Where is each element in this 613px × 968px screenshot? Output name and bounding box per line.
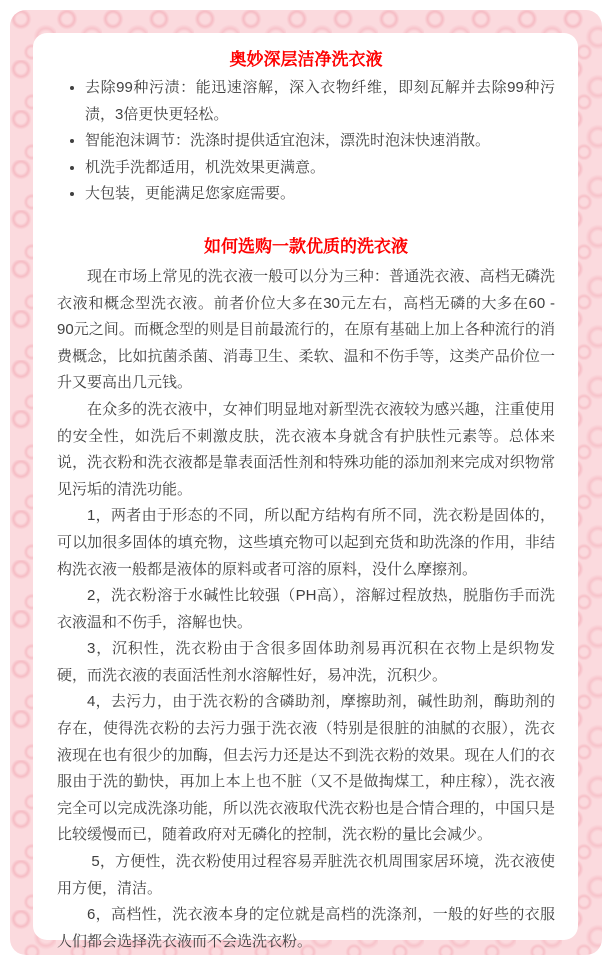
decorative-pink-frame	[10, 10, 602, 955]
product-title: 奥妙深层洁净洗衣液	[229, 50, 383, 69]
guide-paragraph: 2，洗衣粉溶于水碱性比较强（PH高），溶解过程放热，脱脂伤手而洗衣液温和不伤手，溶解也快。	[57, 587, 555, 631]
guide-paragraph: 6，高档性，洗衣液本身的定位就是高档的洗涤剂，一般的好些的衣服人们都会选择洗衣液而不会选洗衣粉。	[57, 906, 555, 950]
guide-paragraph: 1，两者由于形态的不同，所以配方结构有所不同，洗衣粉是固体的，可以加很多固体的填充物，这些填充物可以起到充货和助洗涤的作用，非结构洗衣液一般都是液体的原料或者可溶的原料，没什么摩擦剂。	[57, 507, 555, 578]
guide-paragraph: 4，去污力，由于洗衣粉的含磷助剂，摩擦助剂，碱性助剂，酶助剂的存在，使得洗衣粉的去污力强于洗衣液（特别是很脏的油腻的衣服），洗衣液现在也有很少的加酶，但去污力还是达不到洗衣粉的效果。现在人们的衣服由于洗的勤快，再加上本上也不脏（又不是做掏煤工，种庄稼），洗衣液完全可以完成洗涤功能，所以洗衣液取代洗衣粉也是合情合理的，中国只是比较缓慢而已，随着政府对无磷化的控制，洗衣粉的量比会减少。	[57, 693, 555, 844]
product-feature-list	[57, 75, 555, 208]
guide-paragraph: 现在市场上常见的洗衣液一般可以分为三种：普通洗衣液、高档无磷洗衣液和概念型洗衣液。前者价位大多在30元左右，高档无磷的大多在60 - 90元之间。而概念型的则是目前最流行的，在原有基础上加上各种流行的消费概念，比如抗菌杀菌、消毒卫生、柔软、温和不伤手等，这类产品价位一升又要高出几元钱。	[57, 267, 555, 392]
guide-paragraph: 3，沉积性，洗衣粉由于含很多固体助剂易再沉积在衣物上是织物发硬，而洗衣液的表面活性剂水溶解性好，易冲洗，沉积少。	[57, 640, 555, 684]
guide-paragraph: 在众多的洗衣液中，女神们明显地对新型洗衣液较为感兴趣，注重使用的安全性，如洗后不刺激皮肤，洗衣液本身就含有护肤性元素等。总体来说，洗衣粉和洗衣液都是靠表面活性剂和特殊功能的添加剂来完成对织物常见污垢的清洗功能。	[57, 400, 555, 498]
document-content	[57, 48, 555, 955]
guide-title: 如何选购一款优质的洗衣液	[204, 236, 408, 256]
feature-item: • 智能泡沫调节：洗涤时提供适宜泡沫，漂洗时泡沫快速消散。	[85, 128, 555, 155]
content-card	[33, 33, 578, 950]
feature-item: • 去除99种污渍：能迅速溶解，深入衣物纤维，即刻瓦解并去除99种污渍，3倍更快更轻松。	[85, 75, 555, 128]
feature-item: • 机洗手洗都适用，机洗效果更满意。	[85, 155, 555, 182]
feature-item: • 大包装，更能满足您家庭需要。	[85, 181, 555, 208]
guide-paragraph: 5，方便性，洗衣粉使用过程容易弄脏洗衣机周围家居环境，洗衣液使用方便，清洁。	[57, 853, 555, 897]
